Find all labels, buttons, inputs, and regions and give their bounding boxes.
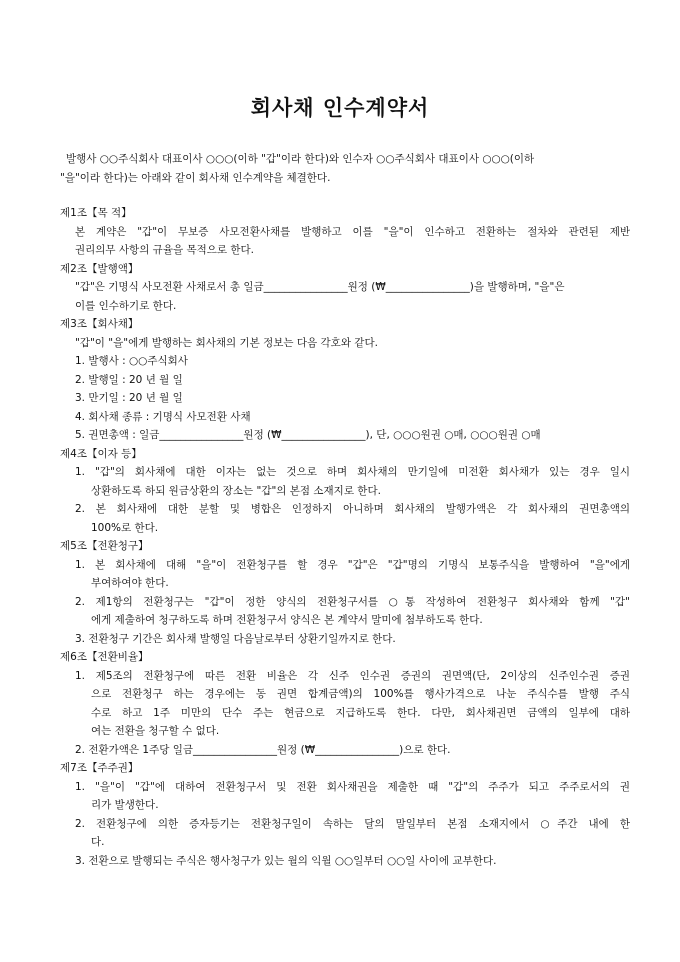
clause-item: 3. 전환청구 기간은 회사채 발행일 다음날로부터 상환기일까지로 한다. (75, 632, 396, 645)
clause-item: 3. 전환으로 발행되는 주식은 행사청구가 있는 월의 익월 ○○일부터 ○○일 사이에 교부한다. (75, 854, 497, 867)
document-title: 회사채 인수계약서 (250, 96, 430, 120)
clause-item: 2. 전환가액은 1주당 일금________________원정 (₩________________)으로 한다. (75, 743, 451, 756)
clause-item: 2. 발행일 : 20 년 월 일 (75, 373, 183, 386)
clause-item: 5. 권면총액 : 일금________________원정 (₩________________), 단, ○○○원권 ○매, ○○○원권 ○매 (75, 429, 541, 441)
clause-text: "갑"이 "을"에게 발행하는 회사채의 기본 정보는 다음 각호와 같다. (75, 336, 378, 349)
intro-line: 발행사 ○○주식회사 대표이사 ○○○(이하 "갑"이라 한다)와 인수자 ○○주식회사 대표이사 ○○○(이하 (66, 153, 535, 165)
clause-item: 1. 제5조의 전환청구에 따른 전환 비율은 각 신주 인수권 증권의 권면액(단, 2이상의 신주인수권 증권 (75, 669, 630, 682)
article-heading: 제2조【발행액】 (60, 262, 139, 275)
clause-text: 수로 하고 1주 미만의 단수 주는 현금으로 지급하도록 한다. 다만, 회사채권면 금액의 일부에 대하 (91, 706, 630, 719)
article-heading: 제5조【전환청구】 (60, 540, 149, 552)
clause-item: 2. 본 회사채에 대한 분할 및 병합은 인정하지 아니하며 회사채의 발행가액은 각 회사채의 권면총액의 (75, 503, 630, 515)
clause-item: 3. 만기일 : 20 년 월 일 (75, 392, 183, 404)
clause-item: 1. 발행사 : ○○주식회사 (75, 355, 188, 367)
clause-text: 여는 전환을 청구할 수 없다. (91, 725, 220, 737)
clause-text: 권리의무 사항의 규율을 목적으로 한다. (75, 244, 254, 256)
clause-text: 다. (91, 836, 105, 848)
clause-item: 1. "갑"의 회사채에 대한 이자는 없는 것으로 하며 회사채의 만기일에 미전환 회사채가 있는 경우 일시 (75, 466, 630, 478)
clause-text: 이를 인수하기로 한다. (75, 299, 177, 312)
clause-text: 상환하도록 하되 원금상환의 장소는 "갑"의 본점 소재지로 한다. (91, 484, 381, 497)
clause-item: 2. 전환청구에 의한 증자등기는 전환청구일이 속하는 달의 말일부터 본점 소재지에서 ○주간 내에 한 (75, 817, 630, 830)
contract-body (60, 204, 630, 870)
clause-text: 100%로 한다. (91, 521, 159, 534)
clause-text: 에게 제출하여 청구하도록 하며 전환청구서 양식은 본 계약서 말미에 첨부하도록 한다. (91, 614, 483, 626)
clause-item: 2. 제1항의 전환청구는 "갑"이 정한 양식의 전환청구서를 ○통 작성하여 전환청구 회사채와 함께 "갑" (75, 595, 630, 608)
intro-line: "을"이라 한다)는 아래와 같이 회사채 인수계약을 체결한다. (60, 171, 331, 184)
clause-text: 리가 발생한다. (91, 799, 159, 811)
intro-paragraph (60, 150, 628, 187)
article-heading: 제6조【전환비율】 (60, 651, 149, 663)
clause-text: 부여하여야 한다. (91, 577, 169, 589)
clause-item: 1. 본 회사채에 대해 "을"이 전환청구를 할 경우 "갑"은 "갑"명의 기명식 보통주식을 발행하여 "을"에게 (75, 558, 630, 571)
clause-item: 4. 회사채 종류 : 기명식 사모전환 사채 (75, 410, 251, 423)
article-heading: 제4조【이자 등】 (60, 447, 142, 460)
article-heading: 제7조【주주권】 (60, 762, 139, 774)
clause-item: 1. "을"이 "갑"에 대하여 전환청구서 및 전환 회사채권을 제출한 때 "갑"의 주주가 되고 주주로서의 권 (75, 780, 630, 793)
clause-text: 으로 전환청구 하는 경우에는 동 권면 합계금액)의 100%를 행사가격으로 나눈 주식수를 발행 주식 (91, 688, 630, 700)
clause-text: "갑"은 기명식 사모전환 사채로서 총 일금________________원정 (₩________________)을 발행하며, "을"은 (75, 281, 565, 293)
clause-text: 본 계약은 "갑"이 무보증 사모전환사채를 발행하고 이를 "을"이 인수하고 전환하는 절차와 관련된 제반 (75, 225, 630, 238)
article-heading: 제1조【목 적】 (60, 207, 132, 219)
article-heading: 제3조【회사채】 (60, 318, 139, 330)
